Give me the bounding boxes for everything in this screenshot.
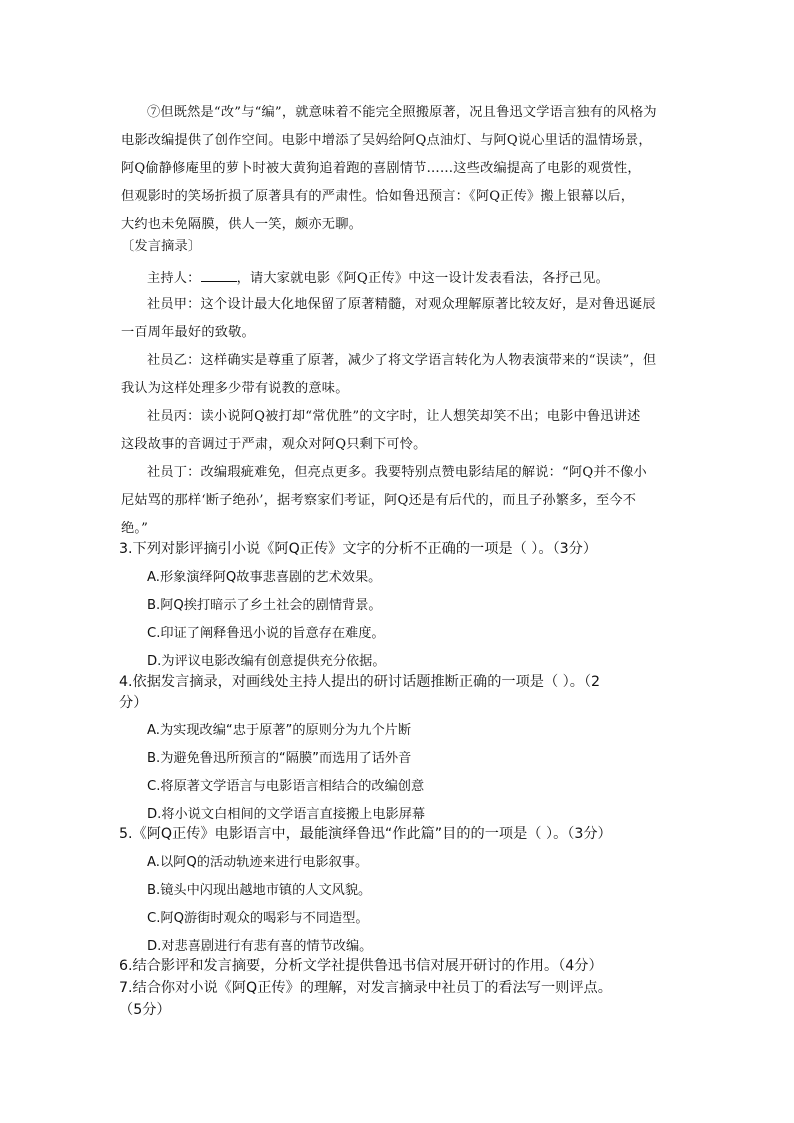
review-line: ⑦但既然是“改”与“编”，就意味着不能完全照搬原著，况且鲁迅文学语言独有的风格为	[147, 105, 657, 120]
underlined-blank	[201, 269, 237, 282]
option-b: B.为避免鲁迅所预言的“隔膜”而选用了话外音	[147, 751, 412, 766]
review-line: 但观影时的笑场折损了原著具有的严肃性。恰如鲁迅预言：《阿Q正传》搬上银幕以后，	[121, 189, 635, 204]
option-c: C.阿Q游街时观众的喝彩与不同造型。	[147, 911, 369, 926]
option-a: A.为实现改编“忠于原著”的原则分为九个片断	[147, 723, 412, 738]
option-d: D.为评议电影改编有创意提供充分依据。	[147, 654, 386, 669]
question-stem: 3.下列对影评摘引小说《阿Q正传》文字的分析不正确的一项是（ ）。（3分）	[119, 541, 598, 557]
question-stem: 6.结合影评和发言摘要，分析文学社提供鲁迅书信对展开研讨的作用。（4分）	[119, 958, 603, 974]
host-line	[147, 269, 609, 287]
option-d: D.将小说文白相间的文学语言直接搬上电影屏幕	[147, 807, 426, 822]
option-b: B.镜头中闪现出越地市镇的人文风貌。	[147, 883, 372, 898]
excerpt-heading: 〔发言摘录〕	[121, 239, 202, 254]
option-a: A.形象演绎阿Q故事悲喜剧的艺术效果。	[147, 570, 382, 585]
review-line: 大约也未免隔膜，供人一笑，颇亦无聊。	[121, 217, 362, 232]
member-a-line: 一百周年最好的致敬。	[121, 325, 255, 340]
review-line: 电影改编提供了创作空间。电影中增添了吴妈给阿Q点油灯、与阿Q说心里话的温情场景，	[121, 133, 652, 148]
member-d-line: 尼姑骂的那样‘断子绝孙’，据考察家们考证，阿Q还是有后代的，而且子孙繁多，至今不	[121, 493, 637, 508]
member-a-line: 社员甲：这个设计最大化地保留了原著精髓，对观众理解原著比较友好，是对鲁迅诞辰	[147, 297, 656, 312]
option-c: C.将原著文学语言与电影语言相结合的改编创意	[147, 779, 425, 794]
question-stem: 4.依据发言摘录，对画线处主持人提出的研讨话题推断正确的一项是（ ）。（2	[119, 674, 601, 690]
option-c: C.印证了阐释鲁迅小说的旨意存在难度。	[147, 626, 385, 641]
host-text: ，请大家就电影《阿Q正传》中这一设计发表看法，各抒己见。	[236, 271, 610, 286]
question-stem: 7.结合你对小说《阿Q正传》的理解，对发言摘录中社员丁的看法写一则评点。	[119, 980, 612, 996]
option-d: D.对悲喜剧进行有悲有喜的情节改编。	[147, 939, 373, 954]
question-stem: （5分）	[119, 1002, 171, 1018]
member-c-line: 这段故事的音调过于严肃，观众对阿Q只剩下可怜。	[121, 437, 427, 452]
member-d-line: 社员丁：改编瑕疵难免，但亮点更多。我要特别点赞电影结尾的解说：“阿Q并不像小	[147, 465, 647, 480]
option-b: B.阿Q挨打暗示了乡土社会的剧情背景。	[147, 598, 382, 613]
member-d-line: 绝。”	[121, 521, 149, 536]
member-c-line: 社员丙：读小说阿Q被打却“常优胜”的文字时，让人想笑却笑不出；电影中鲁迅讲述	[147, 409, 641, 424]
question-stem: 分）	[119, 695, 148, 711]
member-b-line: 社员乙：这样确实是尊重了原著，减少了将文学语言转化为人物表演带来的“误读”，但	[147, 353, 657, 368]
option-a: A.以阿Q的活动轨迹来进行电影叙事。	[147, 855, 369, 870]
question-stem: 5.《阿Q正传》电影语言中，最能演绎鲁迅“作此篇”目的的一项是（ ）。（3分）	[119, 826, 612, 842]
review-line: 阿Q偷静修庵里的萝卜时被大黄狗追着跑的喜剧情节……这些改编提高了电影的观赏性，	[121, 161, 641, 176]
member-b-line: 我认为这样处理多少带有说教的意味。	[121, 381, 349, 396]
host-label: 主持人：	[147, 271, 201, 286]
